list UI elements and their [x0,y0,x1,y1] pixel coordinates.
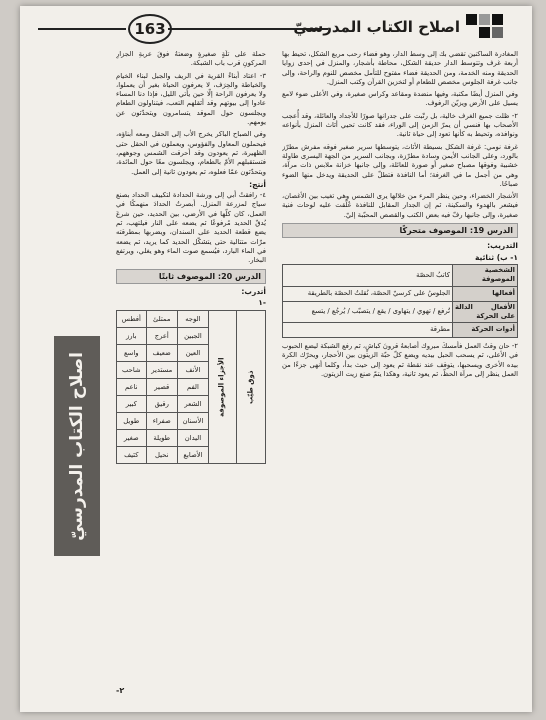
paragraph: المغادرة الساكنين تقضي بك إلى وسط الدار، وهو فضاء رحب مربع الشكل، تحيط بها أربعة غرف وتتوسط الدار حديقة الشكل، محاطة بأشجار، والمنزل في إحدى زوايا الحديقة ومنه الخدمة، ومن الحديقة فضاء مفتوح للتأمل مخصص للنوم والراحة، وإلى جانب غرفة الجلوس مخصص للطعام أو لتخزين القرآن وكتب المنزل. [282,50,518,86]
table-cell: الوجه [177,311,208,328]
side-chapter-band [54,336,100,556]
table-cell: كثيف [117,447,147,464]
table-cell: الجلوسُ على كرسيّ الحصّة، نُقلتُ الحصّة بالطريقة [283,286,453,301]
decorative-squares-icon [466,14,514,40]
lesson-label: الدرس 20: [217,271,261,281]
table-side-label: الأجزاء الموصوفة [208,311,237,464]
lesson-banner [282,223,518,238]
table-cell: الأصابع [177,447,208,464]
paragraph: الأشجار الخضراء، وحين ينظر المرء من خلالها يرى الشمس وهي تغيب بين الأغصان، فيشعر بالهدوء والسكينة، ثم إن الجدار المقابل للنافذة عُلّقت عليه لوحات فنية صغيرة، وإلى جانبها رفّ فيه بعض الكتب والقصص المحبّبة إليّ. [282,192,518,219]
table-cell: قصير [146,379,177,396]
table-cell: طويلة [146,430,177,447]
table-cell: الأنف [177,362,208,379]
book-page [20,6,532,712]
note-label: أنتج: [249,179,266,189]
lesson-banner [116,269,266,284]
table-cell: تُرفع / تهوي / يتهاوى / يقع / يتصبّب / يُرجُع / يتسع [283,301,453,323]
table-cell: شاحب [117,362,147,379]
table-cell-head: أدوات الحركة [453,323,518,338]
table-cell: رقيق [146,396,177,413]
table-cell: مطرقة [283,323,453,338]
left-column [116,50,266,700]
header-rule-left [38,28,126,30]
page-number: 163 [128,14,172,44]
table-cell-head: الأفعال الدالة على الحركة [453,301,518,323]
paragraph: ٢- ظلت جميع الغرف خالية، بل رتّبت على جدرانها صورًا للأجداد والعائلة، وقد أُعجب الأصحاب بها فنسي أن يمرّ الزمن إلى الوراء، فقد كانت تحيي أثاث المنزل بأنواعه ونوافذه، وتحيط به كأنها تعود إلى حياة ثانية. [282,111,518,139]
paragraph: وفي الصباح الباكر يخرج الأب إلى الحقل ومعه أبناؤه، فيحملون المعاول والفؤوس، ويعملون في الحقل حتى الظهيرة، ثم يعودون وقد أحرقت الشمس وجوههم، فتستقبلهم الأمّ بالطعام، ويجلسون معًا حول المائدة، ويتحدّثون عمّا فعلوه، ثم يعودون ثانية إلى العمل. [116,130,266,176]
right-column [282,50,518,700]
table-cell: كبير [117,396,147,413]
table-side-label: ذوق طيّب [237,311,266,464]
table-cell: نحيل [146,447,177,464]
page-header [20,6,532,48]
table-row [283,301,518,323]
table-cell: ناعم [117,379,147,396]
table-cell: أعرج [146,328,177,345]
paragraph: ٣- اعتاد أبناءُ القرية في الريف والجبل لبناء الخيام والخياطة والحِرَف، لا يعرفون الحياة بغير أن يعملوا، ولا يعرفون الراحة إلّا حين يأتي الليل، فإذا دنا المساء عادوا إلى بيوتهم وقد أثقلهم التعب، فيتناولون الطعام ويجلسون حول الموقد يتسامرون ويتحدّثون عن يومهم. [116,71,266,127]
table-cell: صفراء [146,413,177,430]
table-row [283,323,518,338]
table-cell: الجبين [177,328,208,345]
drill-item: ١- ب) ثنائية [475,252,518,262]
section-title: اصلاح الكتاب المدرسيّ [293,18,460,36]
drill-label: أتدرب: [241,286,266,296]
drill-item: -١ [258,298,266,308]
paragraph: حملة على تلّةٍ صغيرةٍ وضعتهُ فوقَ عربةِ الجزارِ المركونِ قرب باب الشبكة. [116,50,266,68]
table-cell: طويل [117,413,147,430]
table-cell: كاتبُ الحصّة [283,264,453,286]
table-cell: الأسنان [177,413,208,430]
features-table [116,310,266,464]
table-cell-head: الشخصية الموصوفة [453,264,518,286]
lesson-label: الدرس 19: [469,226,513,236]
paragraph: ٢- حان وقتُ العمل فأمسكَ مبروك أصابعهُ قرونَ كباشٍ، ثم رفع الشبكة ليضع الحبوب في الأعلى، ثم يسحب الحبل بيديه ويضع كلّ حبّة الزيتون بين الأحجار، ويحرّك الكرة بيده الأخرى ويسحبها، يتوقف عند نقطة ثم يعود إلى حيث بدأ، وكلما أنهى جزءًا من العمل ينظر إلى مرآة الحظّ، ثم يعود ثانية، وهكذا يتمّ صنع زيت الزيتون. [282,342,518,379]
table-cell: ممتلئ [146,311,177,328]
table-cell: ضعيف [146,345,177,362]
table-row [283,286,518,301]
exercise-number: -٢ [116,686,125,695]
table-cell: مستدير [146,362,177,379]
table-row [283,264,518,286]
table-cell: العين [177,345,208,362]
table-cell-head: أفعالها [453,286,518,301]
table-cell: بارز [117,328,147,345]
drill-label: التدريب: [487,241,518,251]
table-row [117,311,266,328]
table-cell: صغير [117,430,147,447]
table-cell: الفم [177,379,208,396]
description-table [282,264,518,338]
table-cell: أفطس [117,311,147,328]
side-chapter-title: اصلاح الكتاب المدرسيّ [67,351,87,541]
table-cell: واسع [117,345,147,362]
paragraph: غرفة نومي: غرفة الشكل بسيطة الأثاث، يتوسطها سرير صغير فوقه مفرش مطرّز بالورد، وعلى الجانب الأيمن وسادة مطرّزة، وبجانب السرير من الجهة اليسرى طاولة خشبية وفوقها مصباح صغير أو صورة للعائلة، وإلى جانبها خزانة ملابس ذات مرآة، وهي من أجمل ما في الغرفة؛ أما النافذة فتطلّ على الحديقة ويدخل منها الضوء صباحًا. [282,142,518,188]
paragraph: وفي المنزل أيضًا مكتبة، وفيها منضدة ومقاعد وكراس صغيرة، وفي الأعلى ضوء لامع يسيل على الأرض ويزيّن الرفوف. [282,90,518,108]
table-cell: اليدان [177,430,208,447]
lesson-title: الموصوف متحركًا [399,226,468,236]
table-cell: الشعر [177,396,208,413]
paragraph: ٤- رافقتُ أبي إلى ورشة الحدادة لتكييف الحداد بصنع سياج لمزرعة المنزل. أبصرتُ الحدادَ منهمكًا في العمل، كان كلّها في الأرضي، بين الحديد، حين شرعَ يُدقّ الحديد مُرفوعًا ثم يضعه على النار فيلتهب، ثم يضع قطعة الحديد على السندان، ويضربها بمطرقته مرّات متتالية حتى يتشكّل الحديد كما يريد، ثم يضعه في الماء البارد، فيُسمع صوت الماء وهو يغلي، ويرتفع البخار. [116,191,266,265]
lesson-title: الموصوف ثابتًا [158,271,216,281]
